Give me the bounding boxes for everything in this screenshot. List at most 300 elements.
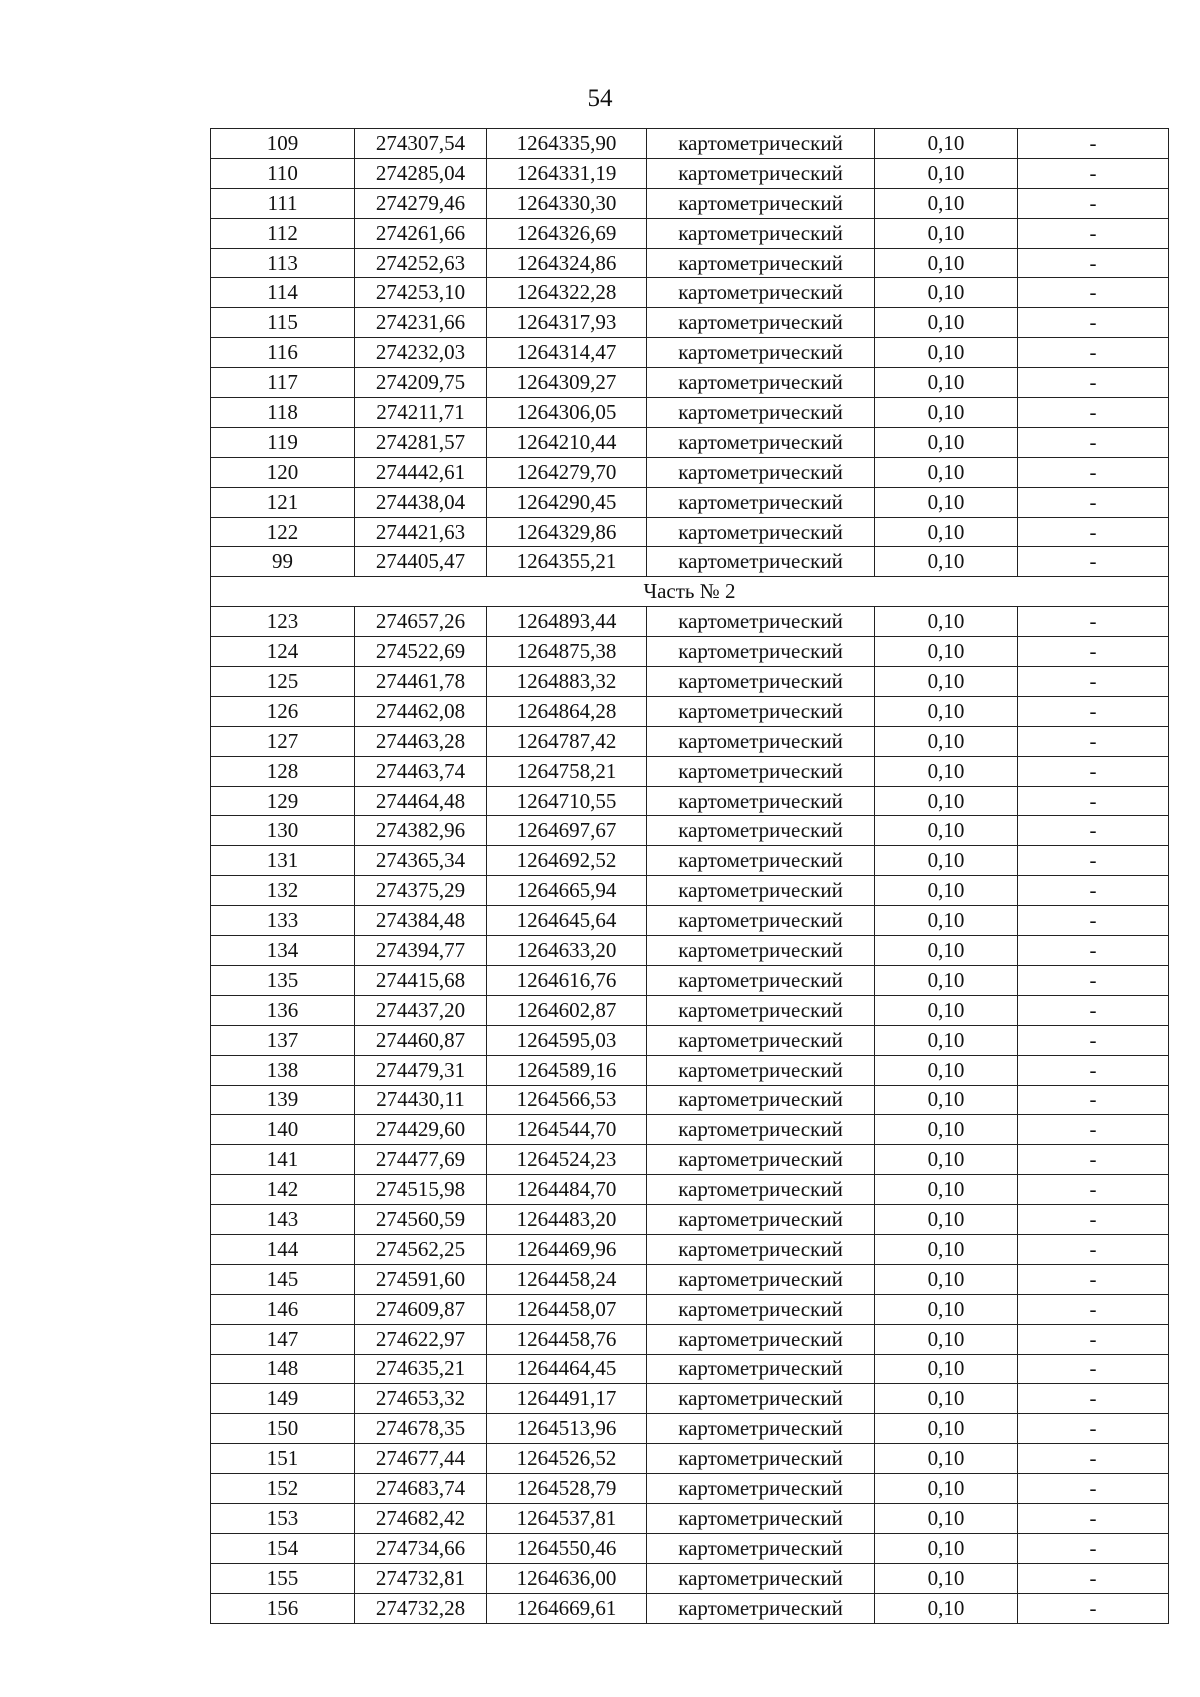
description-cell: - xyxy=(1018,1115,1169,1145)
point-number-cell: 111 xyxy=(211,188,355,218)
description-cell: - xyxy=(1018,427,1169,457)
point-number-cell: 130 xyxy=(211,816,355,846)
method-cell: картометрический xyxy=(647,786,875,816)
point-number-cell: 136 xyxy=(211,995,355,1025)
x-coordinate-cell: 274732,28 xyxy=(355,1593,487,1623)
y-coordinate-cell: 1264550,46 xyxy=(487,1533,647,1563)
method-cell: картометрический xyxy=(647,965,875,995)
y-coordinate-cell: 1264589,16 xyxy=(487,1055,647,1085)
y-coordinate-cell: 1264595,03 xyxy=(487,1025,647,1055)
accuracy-cell: 0,10 xyxy=(875,517,1018,547)
point-number-cell: 120 xyxy=(211,457,355,487)
method-cell: картометрический xyxy=(647,308,875,338)
x-coordinate-cell: 274732,81 xyxy=(355,1563,487,1593)
table-row xyxy=(211,1503,1169,1533)
table-row xyxy=(211,786,1169,816)
x-coordinate-cell: 274415,68 xyxy=(355,965,487,995)
y-coordinate-cell: 1264697,67 xyxy=(487,816,647,846)
table-row xyxy=(211,1175,1169,1205)
point-number-cell: 119 xyxy=(211,427,355,457)
table-row xyxy=(211,427,1169,457)
x-coordinate-cell: 274442,61 xyxy=(355,457,487,487)
x-coordinate-cell: 274252,63 xyxy=(355,248,487,278)
table-row xyxy=(211,1234,1169,1264)
coordinates-table xyxy=(210,128,1169,1624)
point-number-cell: 127 xyxy=(211,726,355,756)
y-coordinate-cell: 1264537,81 xyxy=(487,1503,647,1533)
description-cell: - xyxy=(1018,816,1169,846)
table-row xyxy=(211,1414,1169,1444)
accuracy-cell: 0,10 xyxy=(875,308,1018,338)
description-cell: - xyxy=(1018,995,1169,1025)
x-coordinate-cell: 274382,96 xyxy=(355,816,487,846)
description-cell: - xyxy=(1018,368,1169,398)
description-cell: - xyxy=(1018,876,1169,906)
description-cell: - xyxy=(1018,756,1169,786)
description-cell: - xyxy=(1018,1324,1169,1354)
description-cell: - xyxy=(1018,786,1169,816)
y-coordinate-cell: 1264602,87 xyxy=(487,995,647,1025)
accuracy-cell: 0,10 xyxy=(875,1354,1018,1384)
table-row xyxy=(211,1354,1169,1384)
method-cell: картометрический xyxy=(647,906,875,936)
accuracy-cell: 0,10 xyxy=(875,338,1018,368)
y-coordinate-cell: 1264645,64 xyxy=(487,906,647,936)
method-cell: картометрический xyxy=(647,1384,875,1414)
table-row xyxy=(211,846,1169,876)
point-number-cell: 110 xyxy=(211,158,355,188)
y-coordinate-cell: 1264458,76 xyxy=(487,1324,647,1354)
y-coordinate-cell: 1264330,30 xyxy=(487,188,647,218)
table-row xyxy=(211,547,1169,577)
description-cell: - xyxy=(1018,547,1169,577)
y-coordinate-cell: 1264458,07 xyxy=(487,1294,647,1324)
method-cell: картометрический xyxy=(647,1354,875,1384)
y-coordinate-cell: 1264616,76 xyxy=(487,965,647,995)
method-cell: картометрический xyxy=(647,338,875,368)
x-coordinate-cell: 274464,48 xyxy=(355,786,487,816)
method-cell: картометрический xyxy=(647,248,875,278)
x-coordinate-cell: 274682,42 xyxy=(355,1503,487,1533)
method-cell: картометрический xyxy=(647,457,875,487)
y-coordinate-cell: 1264324,86 xyxy=(487,248,647,278)
point-number-cell: 141 xyxy=(211,1145,355,1175)
point-number-cell: 118 xyxy=(211,398,355,428)
point-number-cell: 114 xyxy=(211,278,355,308)
point-number-cell: 142 xyxy=(211,1175,355,1205)
table-row xyxy=(211,1264,1169,1294)
point-number-cell: 116 xyxy=(211,338,355,368)
description-cell: - xyxy=(1018,517,1169,547)
y-coordinate-cell: 1264633,20 xyxy=(487,936,647,966)
description-cell: - xyxy=(1018,218,1169,248)
description-cell: - xyxy=(1018,129,1169,159)
x-coordinate-cell: 274477,69 xyxy=(355,1145,487,1175)
point-number-cell: 134 xyxy=(211,936,355,966)
y-coordinate-cell: 1264290,45 xyxy=(487,487,647,517)
x-coordinate-cell: 274734,66 xyxy=(355,1533,487,1563)
y-coordinate-cell: 1264326,69 xyxy=(487,218,647,248)
point-number-cell: 138 xyxy=(211,1055,355,1085)
method-cell: картометрический xyxy=(647,158,875,188)
method-cell: картометрический xyxy=(647,607,875,637)
method-cell: картометрический xyxy=(647,1294,875,1324)
table-row xyxy=(211,1115,1169,1145)
method-cell: картометрический xyxy=(647,696,875,726)
table-row xyxy=(211,457,1169,487)
table-row xyxy=(211,248,1169,278)
description-cell: - xyxy=(1018,398,1169,428)
table-row xyxy=(211,696,1169,726)
method-cell: картометрический xyxy=(647,1474,875,1504)
x-coordinate-cell: 274653,32 xyxy=(355,1384,487,1414)
accuracy-cell: 0,10 xyxy=(875,995,1018,1025)
y-coordinate-cell: 1264464,45 xyxy=(487,1354,647,1384)
x-coordinate-cell: 274562,25 xyxy=(355,1234,487,1264)
accuracy-cell: 0,10 xyxy=(875,1294,1018,1324)
y-coordinate-cell: 1264710,55 xyxy=(487,786,647,816)
method-cell: картометрический xyxy=(647,1264,875,1294)
point-number-cell: 149 xyxy=(211,1384,355,1414)
description-cell: - xyxy=(1018,338,1169,368)
point-number-cell: 124 xyxy=(211,637,355,667)
method-cell: картометрический xyxy=(647,1205,875,1235)
table-row xyxy=(211,756,1169,786)
accuracy-cell: 0,10 xyxy=(875,816,1018,846)
accuracy-cell: 0,10 xyxy=(875,846,1018,876)
method-cell: картометрический xyxy=(647,876,875,906)
table-row xyxy=(211,1055,1169,1085)
y-coordinate-cell: 1264329,86 xyxy=(487,517,647,547)
accuracy-cell: 0,10 xyxy=(875,427,1018,457)
description-cell: - xyxy=(1018,1264,1169,1294)
method-cell: картометрический xyxy=(647,1444,875,1474)
description-cell: - xyxy=(1018,1085,1169,1115)
table-row xyxy=(211,517,1169,547)
accuracy-cell: 0,10 xyxy=(875,1474,1018,1504)
y-coordinate-cell: 1264544,70 xyxy=(487,1115,647,1145)
accuracy-cell: 0,10 xyxy=(875,1175,1018,1205)
point-number-cell: 131 xyxy=(211,846,355,876)
point-number-cell: 115 xyxy=(211,308,355,338)
accuracy-cell: 0,10 xyxy=(875,1593,1018,1623)
accuracy-cell: 0,10 xyxy=(875,1414,1018,1444)
description-cell: - xyxy=(1018,637,1169,667)
y-coordinate-cell: 1264513,96 xyxy=(487,1414,647,1444)
y-coordinate-cell: 1264309,27 xyxy=(487,368,647,398)
y-coordinate-cell: 1264484,70 xyxy=(487,1175,647,1205)
x-coordinate-cell: 274677,44 xyxy=(355,1444,487,1474)
accuracy-cell: 0,10 xyxy=(875,547,1018,577)
description-cell: - xyxy=(1018,1563,1169,1593)
table-row xyxy=(211,1294,1169,1324)
accuracy-cell: 0,10 xyxy=(875,1025,1018,1055)
point-number-cell: 148 xyxy=(211,1354,355,1384)
table-row xyxy=(211,995,1169,1025)
method-cell: картометрический xyxy=(647,995,875,1025)
description-cell: - xyxy=(1018,846,1169,876)
y-coordinate-cell: 1264306,05 xyxy=(487,398,647,428)
x-coordinate-cell: 274232,03 xyxy=(355,338,487,368)
description-cell: - xyxy=(1018,158,1169,188)
description-cell: - xyxy=(1018,1175,1169,1205)
y-coordinate-cell: 1264528,79 xyxy=(487,1474,647,1504)
description-cell: - xyxy=(1018,1055,1169,1085)
y-coordinate-cell: 1264893,44 xyxy=(487,607,647,637)
table-row xyxy=(211,965,1169,995)
description-cell: - xyxy=(1018,487,1169,517)
table-row xyxy=(211,338,1169,368)
y-coordinate-cell: 1264636,00 xyxy=(487,1563,647,1593)
method-cell: картометрический xyxy=(647,637,875,667)
method-cell: картометрический xyxy=(647,278,875,308)
accuracy-cell: 0,10 xyxy=(875,1384,1018,1414)
description-cell: - xyxy=(1018,1593,1169,1623)
description-cell: - xyxy=(1018,278,1169,308)
description-cell: - xyxy=(1018,1025,1169,1055)
accuracy-cell: 0,10 xyxy=(875,1444,1018,1474)
description-cell: - xyxy=(1018,1474,1169,1504)
point-number-cell: 132 xyxy=(211,876,355,906)
description-cell: - xyxy=(1018,248,1169,278)
x-coordinate-cell: 274365,34 xyxy=(355,846,487,876)
accuracy-cell: 0,10 xyxy=(875,936,1018,966)
table-body-part-1 xyxy=(211,129,1169,577)
accuracy-cell: 0,10 xyxy=(875,726,1018,756)
x-coordinate-cell: 274678,35 xyxy=(355,1414,487,1444)
accuracy-cell: 0,10 xyxy=(875,906,1018,936)
description-cell: - xyxy=(1018,1444,1169,1474)
accuracy-cell: 0,10 xyxy=(875,1503,1018,1533)
method-cell: картометрический xyxy=(647,368,875,398)
y-coordinate-cell: 1264469,96 xyxy=(487,1234,647,1264)
x-coordinate-cell: 274209,75 xyxy=(355,368,487,398)
accuracy-cell: 0,10 xyxy=(875,158,1018,188)
table-row xyxy=(211,308,1169,338)
accuracy-cell: 0,10 xyxy=(875,1533,1018,1563)
x-coordinate-cell: 274429,60 xyxy=(355,1115,487,1145)
x-coordinate-cell: 274421,63 xyxy=(355,517,487,547)
x-coordinate-cell: 274231,66 xyxy=(355,308,487,338)
table-row xyxy=(211,816,1169,846)
table-row xyxy=(211,487,1169,517)
point-number-cell: 128 xyxy=(211,756,355,786)
accuracy-cell: 0,10 xyxy=(875,1115,1018,1145)
description-cell: - xyxy=(1018,457,1169,487)
description-cell: - xyxy=(1018,1205,1169,1235)
x-coordinate-cell: 274307,54 xyxy=(355,129,487,159)
table-row xyxy=(211,1444,1169,1474)
method-cell: картометрический xyxy=(647,1503,875,1533)
description-cell: - xyxy=(1018,1384,1169,1414)
method-cell: картометрический xyxy=(647,756,875,786)
x-coordinate-cell: 274683,74 xyxy=(355,1474,487,1504)
method-cell: картометрический xyxy=(647,1234,875,1264)
point-number-cell: 126 xyxy=(211,696,355,726)
method-cell: картометрический xyxy=(647,218,875,248)
method-cell: картометрический xyxy=(647,1115,875,1145)
table-row xyxy=(211,1474,1169,1504)
table-row xyxy=(211,398,1169,428)
y-coordinate-cell: 1264279,70 xyxy=(487,457,647,487)
method-cell: картометрический xyxy=(647,427,875,457)
table-body-part-2 xyxy=(211,607,1169,1623)
method-cell: картометрический xyxy=(647,1593,875,1623)
x-coordinate-cell: 274384,48 xyxy=(355,906,487,936)
y-coordinate-cell: 1264491,17 xyxy=(487,1384,647,1414)
accuracy-cell: 0,10 xyxy=(875,487,1018,517)
point-number-cell: 140 xyxy=(211,1115,355,1145)
part-header-row xyxy=(211,577,1169,607)
table-row xyxy=(211,218,1169,248)
y-coordinate-cell: 1264665,94 xyxy=(487,876,647,906)
accuracy-cell: 0,10 xyxy=(875,278,1018,308)
method-cell: картометрический xyxy=(647,726,875,756)
description-cell: - xyxy=(1018,1145,1169,1175)
y-coordinate-cell: 1264566,53 xyxy=(487,1085,647,1115)
accuracy-cell: 0,10 xyxy=(875,218,1018,248)
method-cell: картометрический xyxy=(647,1533,875,1563)
method-cell: картометрический xyxy=(647,1175,875,1205)
description-cell: - xyxy=(1018,1414,1169,1444)
method-cell: картометрический xyxy=(647,1145,875,1175)
x-coordinate-cell: 274281,57 xyxy=(355,427,487,457)
description-cell: - xyxy=(1018,1503,1169,1533)
y-coordinate-cell: 1264355,21 xyxy=(487,547,647,577)
method-cell: картометрический xyxy=(647,1025,875,1055)
point-number-cell: 99 xyxy=(211,547,355,577)
accuracy-cell: 0,10 xyxy=(875,368,1018,398)
accuracy-cell: 0,10 xyxy=(875,188,1018,218)
accuracy-cell: 0,10 xyxy=(875,696,1018,726)
point-number-cell: 109 xyxy=(211,129,355,159)
description-cell: - xyxy=(1018,1234,1169,1264)
accuracy-cell: 0,10 xyxy=(875,457,1018,487)
x-coordinate-cell: 274657,26 xyxy=(355,607,487,637)
point-number-cell: 123 xyxy=(211,607,355,637)
point-number-cell: 135 xyxy=(211,965,355,995)
y-coordinate-cell: 1264458,24 xyxy=(487,1264,647,1294)
accuracy-cell: 0,10 xyxy=(875,398,1018,428)
point-number-cell: 144 xyxy=(211,1234,355,1264)
description-cell: - xyxy=(1018,667,1169,697)
description-cell: - xyxy=(1018,607,1169,637)
point-number-cell: 133 xyxy=(211,906,355,936)
table-row xyxy=(211,876,1169,906)
point-number-cell: 146 xyxy=(211,1294,355,1324)
y-coordinate-cell: 1264883,32 xyxy=(487,667,647,697)
x-coordinate-cell: 274394,77 xyxy=(355,936,487,966)
method-cell: картометрический xyxy=(647,1324,875,1354)
method-cell: картометрический xyxy=(647,816,875,846)
description-cell: - xyxy=(1018,965,1169,995)
point-number-cell: 113 xyxy=(211,248,355,278)
part-2-title: Часть № 2 xyxy=(211,577,1169,607)
method-cell: картометрический xyxy=(647,487,875,517)
point-number-cell: 137 xyxy=(211,1025,355,1055)
y-coordinate-cell: 1264524,23 xyxy=(487,1145,647,1175)
point-number-cell: 153 xyxy=(211,1503,355,1533)
method-cell: картометрический xyxy=(647,936,875,966)
accuracy-cell: 0,10 xyxy=(875,876,1018,906)
y-coordinate-cell: 1264322,28 xyxy=(487,278,647,308)
x-coordinate-cell: 274479,31 xyxy=(355,1055,487,1085)
method-cell: картометрический xyxy=(647,129,875,159)
point-number-cell: 122 xyxy=(211,517,355,547)
x-coordinate-cell: 274462,08 xyxy=(355,696,487,726)
y-coordinate-cell: 1264692,52 xyxy=(487,846,647,876)
accuracy-cell: 0,10 xyxy=(875,1085,1018,1115)
y-coordinate-cell: 1264864,28 xyxy=(487,696,647,726)
accuracy-cell: 0,10 xyxy=(875,248,1018,278)
description-cell: - xyxy=(1018,1354,1169,1384)
accuracy-cell: 0,10 xyxy=(875,1324,1018,1354)
x-coordinate-cell: 274405,47 xyxy=(355,547,487,577)
x-coordinate-cell: 274437,20 xyxy=(355,995,487,1025)
x-coordinate-cell: 274591,60 xyxy=(355,1264,487,1294)
y-coordinate-cell: 1264210,44 xyxy=(487,427,647,457)
x-coordinate-cell: 274635,21 xyxy=(355,1354,487,1384)
point-number-cell: 139 xyxy=(211,1085,355,1115)
table-row xyxy=(211,637,1169,667)
x-coordinate-cell: 274622,97 xyxy=(355,1324,487,1354)
accuracy-cell: 0,10 xyxy=(875,129,1018,159)
x-coordinate-cell: 274438,04 xyxy=(355,487,487,517)
table-row xyxy=(211,667,1169,697)
description-cell: - xyxy=(1018,1533,1169,1563)
point-number-cell: 143 xyxy=(211,1205,355,1235)
table-row xyxy=(211,1384,1169,1414)
description-cell: - xyxy=(1018,188,1169,218)
page-number: 54 xyxy=(587,85,613,112)
table-row xyxy=(211,1085,1169,1115)
point-number-cell: 145 xyxy=(211,1264,355,1294)
y-coordinate-cell: 1264875,38 xyxy=(487,637,647,667)
point-number-cell: 152 xyxy=(211,1474,355,1504)
x-coordinate-cell: 274463,28 xyxy=(355,726,487,756)
accuracy-cell: 0,10 xyxy=(875,1145,1018,1175)
accuracy-cell: 0,10 xyxy=(875,1205,1018,1235)
table-body-part-header xyxy=(211,577,1169,607)
accuracy-cell: 0,10 xyxy=(875,1264,1018,1294)
x-coordinate-cell: 274522,69 xyxy=(355,637,487,667)
point-number-cell: 121 xyxy=(211,487,355,517)
accuracy-cell: 0,10 xyxy=(875,965,1018,995)
point-number-cell: 147 xyxy=(211,1324,355,1354)
y-coordinate-cell: 1264526,52 xyxy=(487,1444,647,1474)
method-cell: картометрический xyxy=(647,1563,875,1593)
table-row xyxy=(211,1324,1169,1354)
x-coordinate-cell: 274375,29 xyxy=(355,876,487,906)
accuracy-cell: 0,10 xyxy=(875,1234,1018,1264)
x-coordinate-cell: 274609,87 xyxy=(355,1294,487,1324)
table-row xyxy=(211,1593,1169,1623)
method-cell: картометрический xyxy=(647,1414,875,1444)
table-row xyxy=(211,726,1169,756)
description-cell: - xyxy=(1018,906,1169,936)
method-cell: картометрический xyxy=(647,846,875,876)
table-row xyxy=(211,129,1169,159)
table-row xyxy=(211,936,1169,966)
point-number-cell: 151 xyxy=(211,1444,355,1474)
table-row xyxy=(211,1533,1169,1563)
y-coordinate-cell: 1264335,90 xyxy=(487,129,647,159)
y-coordinate-cell: 1264331,19 xyxy=(487,158,647,188)
table-row xyxy=(211,607,1169,637)
description-cell: - xyxy=(1018,1294,1169,1324)
method-cell: картометрический xyxy=(647,398,875,428)
x-coordinate-cell: 274253,10 xyxy=(355,278,487,308)
